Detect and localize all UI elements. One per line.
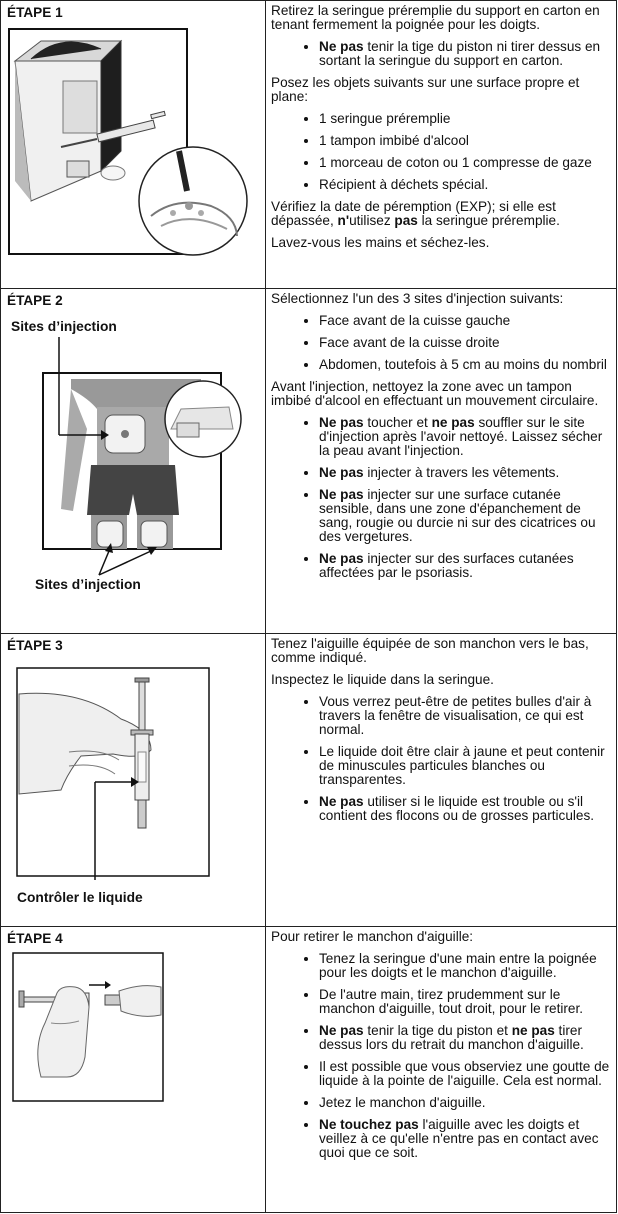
step-4-figure-cell — [1, 927, 266, 1213]
step-1-figure-cell — [1, 1, 266, 289]
text-run: Pour retirer le manchon d'aiguille: — [271, 929, 474, 944]
emphasis-text: Ne pas — [319, 415, 364, 430]
text-run: Face avant de la cuisse gauche — [319, 313, 511, 328]
list-item — [319, 1096, 612, 1110]
step-3-title: ÉTAPE 3 — [7, 638, 63, 653]
text-run: Vous verrez peut-être de petites bulles d'air à travers la fenêtre de visualisation, ce qui est normal. — [319, 694, 592, 737]
list-item — [319, 156, 612, 170]
instruction-paragraph — [271, 673, 612, 687]
emphasis-text: Ne touchez pas — [319, 1117, 419, 1132]
text-run: utilisez — [349, 213, 395, 228]
step-4-title: ÉTAPE 4 — [7, 931, 63, 946]
instruction-list — [271, 695, 612, 823]
step-1-instructions — [266, 1, 617, 289]
text-run: injecter sur des surfaces cutanées affectées par le psoriasis. — [319, 551, 574, 580]
list-item — [319, 952, 612, 980]
step-3-figure-cell — [1, 634, 266, 927]
instruction-paragraph — [271, 200, 612, 228]
text-run: Avant l'injection, nettoyez la zone avec un tampon imbibé d'alcool en effectuant un mouvement circulaire. — [271, 379, 599, 408]
step-2-instructions — [266, 289, 617, 634]
preparation-illustration — [1, 1, 265, 288]
step-4-instructions — [266, 927, 617, 1213]
emphasis-text: Ne pas — [319, 1023, 364, 1038]
injection-sites-label-top: Sites d’injection — [11, 319, 117, 334]
text-run: utiliser si le liquide est trouble ou s'il contient des flocons ou de grosses particules. — [319, 794, 595, 823]
list-item — [319, 358, 612, 372]
list-item — [319, 1060, 612, 1088]
list-item — [319, 134, 612, 148]
text-run: tirer dessus lors du retrait du manchon d'aiguille. — [319, 1023, 584, 1052]
step-1-title: ÉTAPE 1 — [7, 5, 63, 20]
emphasis-text: pas — [394, 213, 418, 228]
emphasis-text: Ne pas — [319, 794, 364, 809]
instruction-paragraph — [271, 380, 612, 408]
injection-sites-label-bottom: Sites d’injection — [35, 577, 141, 592]
text-run: la seringue préremplie. — [417, 213, 560, 228]
text-run: toucher et — [363, 415, 432, 430]
list-item — [319, 795, 612, 823]
text-run: Face avant de la cuisse droite — [319, 335, 500, 350]
instruction-paragraph — [271, 4, 612, 32]
step-3-instructions — [266, 634, 617, 927]
list-item — [319, 695, 612, 737]
text-run: tenir la tige du piston et — [363, 1023, 512, 1038]
instruction-list — [271, 112, 612, 192]
list-item — [319, 1024, 612, 1052]
text-run: De l'autre main, tirez prudemment sur le manchon d'aiguille, tout droit, pour le retirer. — [319, 987, 584, 1016]
emphasis-text: Ne pas — [319, 551, 364, 566]
text-run: Il est possible que vous observiez une goutte de liquide à la pointe de l'aiguille. Cela est normal. — [319, 1059, 610, 1088]
instruction-list — [271, 416, 612, 580]
emphasis-text: Ne pas — [319, 39, 364, 54]
inspect-liquid-illustration — [1, 634, 265, 926]
text-run: Le liquide doit être clair à jaune et peut contenir de minuscules particules blanches ou transparentes. — [319, 744, 605, 787]
injection-sites-illustration — [1, 289, 265, 633]
list-item — [319, 112, 612, 126]
instruction-paragraph — [271, 930, 612, 944]
text-run: 1 tampon imbibé d'alcool — [319, 133, 469, 148]
emphasis-text: Ne pas — [319, 487, 364, 502]
instruction-list — [271, 40, 612, 68]
text-run: Inspectez le liquide dans la seringue. — [271, 672, 494, 687]
text-run: souffler sur le site d'injection après l'avoir nettoyé. Laissez sécher la peau avant l'injection. — [319, 415, 603, 458]
list-item — [319, 1118, 612, 1160]
text-run: Posez les objets suivants sur une surface propre et plane: — [271, 75, 580, 104]
text-run: l'aiguille avec les doigts et veillez à ce qu'elle n'entre pas en contact avec quoi que ce soit. — [319, 1117, 599, 1160]
check-liquid-label: Contrôler le liquide — [17, 890, 143, 905]
list-item — [319, 336, 612, 350]
emphasis-text: ne pas — [431, 415, 475, 430]
list-item — [319, 988, 612, 1016]
text-run: 1 seringue préremplie — [319, 111, 451, 126]
instruction-list — [271, 952, 612, 1160]
text-run: 1 morceau de coton ou 1 compresse de gaze — [319, 155, 592, 170]
list-item — [319, 40, 612, 68]
step-2-figure-cell — [1, 289, 266, 634]
instruction-paragraph — [271, 292, 612, 306]
text-run: Récipient à déchets spécial. — [319, 177, 489, 192]
list-item — [319, 466, 612, 480]
text-run: Retirez la seringue préremplie du support en carton en tenant fermement la poignée pour les doigts. — [271, 3, 600, 32]
text-run: injecter sur une surface cutanée sensible, dans une zone d'épanchement de sang, rougie ou durcie ni sur des cicatrices ou des vergetures. — [319, 487, 596, 544]
text-run: Abdomen, toutefois à 5 cm au moins du nombril — [319, 357, 607, 372]
step-2-title: ÉTAPE 2 — [7, 293, 63, 308]
text-run: Jetez le manchon d'aiguille. — [319, 1095, 486, 1110]
list-item — [319, 314, 612, 328]
remove-cap-illustration — [1, 927, 265, 1212]
text-run: Vérifiez la date de péremption (EXP); si elle est dépassée, — [271, 199, 556, 228]
text-run: Tenez la seringue d'une main entre la poignée pour les doigts et le manchon d'aiguille. — [319, 951, 597, 980]
step-3-row — [1, 634, 617, 927]
instruction-paragraph — [271, 637, 612, 665]
list-item — [319, 745, 612, 787]
text-run: Tenez l'aiguille équipée de son manchon vers le bas, comme indiqué. — [271, 636, 589, 665]
list-item — [319, 178, 612, 192]
list-item — [319, 488, 612, 544]
step-2-row — [1, 289, 617, 634]
list-item — [319, 552, 612, 580]
list-item — [319, 416, 612, 458]
emphasis-text: ne pas — [511, 1023, 555, 1038]
text-run: Sélectionnez l'un des 3 sites d'injection suivants: — [271, 291, 564, 306]
step-4-row — [1, 927, 617, 1213]
step-1-row — [1, 1, 617, 289]
emphasis-text: Ne pas — [319, 465, 364, 480]
text-run: Lavez-vous les mains et séchez-les. — [271, 235, 490, 250]
text-run: injecter à travers les vêtements. — [363, 465, 560, 480]
emphasis-text: n' — [337, 213, 350, 228]
instruction-paragraph — [271, 236, 612, 250]
text-run: tenir la tige du piston ni tirer dessus en sortant la seringue du support en carton. — [319, 39, 601, 68]
instruction-list — [271, 314, 612, 372]
instruction-paragraph — [271, 76, 612, 104]
